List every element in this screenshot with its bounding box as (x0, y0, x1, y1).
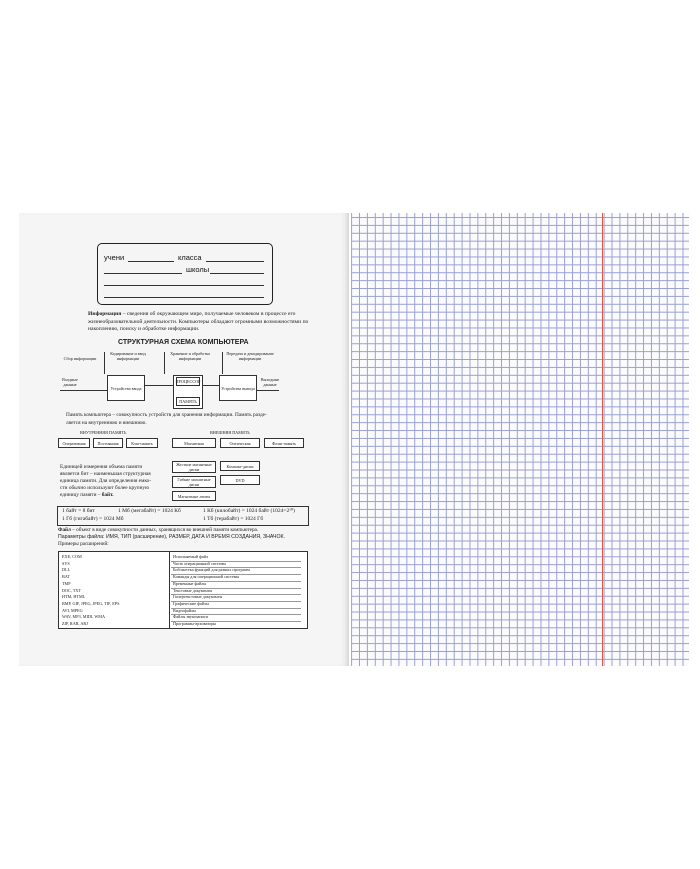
extension-name: BMP, GIF, JPEG, JPEG, TIF, EPS (62, 600, 120, 606)
extra-line-2[interactable] (104, 297, 264, 298)
external-optical-box: Оптическая (220, 438, 260, 448)
extension-description: Временные файлы (173, 580, 207, 586)
extension-description: Текстовые документы (173, 587, 213, 593)
extension-description: Гипертекстовые документы (173, 594, 223, 600)
processor-to-output-arrow (203, 385, 219, 386)
memory-box: ПАМЯТЬ (176, 397, 200, 406)
student-label: учени (104, 253, 125, 262)
extension-description: Файлы звукозаписи (173, 614, 208, 620)
row-separator (171, 574, 301, 575)
school-label: школы (186, 265, 210, 274)
school-line[interactable] (210, 273, 264, 274)
internal-memory-title: ВНУТРЕННЯЯ ПАМЯТЬ (80, 430, 127, 435)
margin-line (602, 213, 603, 666)
extension-name: AVI, MPEG (62, 607, 83, 613)
row-separator (171, 614, 301, 615)
row-separator (171, 581, 301, 582)
extension-name: HTM, HTML (62, 594, 86, 600)
scheme-col-collect: Сбор информации (63, 356, 97, 361)
external-magnetic-box: Магнитная (172, 438, 216, 448)
row-separator (171, 594, 301, 595)
input-to-processor-arrow (145, 385, 173, 386)
external-flash-box: Флэш-память (264, 438, 304, 448)
cd-box: Компакт-диски (220, 461, 260, 471)
input-devices-box: Устройства ввода (107, 375, 145, 401)
hard-disk-box: Жесткие магнитные диски (172, 461, 216, 473)
units-paragraph: Единицей измерения объема памяти является бит – наименьшая структурная единица памяти. Для определения емко- сти обычно используют более крупную единицу памяти – байт. (60, 464, 152, 498)
output-devices-box: Устройства вывода (219, 375, 257, 401)
internal-cache-box: Кэш-память (126, 438, 158, 448)
extension-name: SYS (62, 560, 70, 566)
extension-name: WAV, MP3, MIDI, WMA (62, 614, 106, 620)
floppy-disk-box: Гибкие магнитные диски (172, 476, 216, 488)
class-line[interactable] (206, 261, 264, 262)
extension-name: DLL (62, 567, 71, 573)
dvd-box: DVD (220, 475, 260, 485)
grid-page (351, 213, 689, 666)
extension-name: TMP (62, 580, 71, 586)
row-separator (171, 621, 301, 622)
extension-name: EXE, COM (62, 554, 82, 559)
extension-description: Часть операционной системы (173, 560, 226, 566)
extension-name: ZIP, RAR, ARJ (62, 621, 88, 626)
scheme-title: СТРУКТУРНАЯ СХЕМА КОМПЬЮТЕРА (118, 339, 249, 346)
scheme-col-store: Хранение и обработка информации (170, 351, 210, 361)
row-separator (171, 588, 301, 589)
scheme-col-transfer: Передача и декодирование информации (226, 351, 274, 361)
scheme-col-encode: Кодирование и ввод информации (110, 351, 146, 361)
name-line[interactable] (104, 273, 182, 274)
input-arrow (60, 390, 107, 391)
name-box (97, 243, 273, 305)
file-paragraph: Файл – объект в виде совокупности данных, хранящихся во внешней памяти компьютера. Параметры файла: ИМЯ, ТИП (расширение), РАЗМЕР, ДАТА И ВРЕМЯ СОЗДАНИЯ, ЗНАЧОК. Примеры расширений: (58, 527, 285, 547)
extension-description: Библиотека функций для разных программ (173, 567, 250, 573)
extension-name: DOC, TXT (62, 587, 81, 593)
intro-paragraph: Информация – сведения об окружающем мире, получаемые человеком в процессе его жизнеобразовательной деятельности. Компьютеры обладают огромными возможностями по накоплению, поиску и обработке информации. (88, 311, 309, 333)
column-divider (169, 552, 170, 628)
external-memory-title: ВНЕШНЯЯ ПАМЯТЬ (210, 430, 250, 435)
input-data-label: Входные данные (62, 377, 78, 387)
extension-description: Программы-архиваторы (173, 621, 217, 626)
processor-box: ПРОЦЕССОР (175, 379, 201, 384)
internal-ram-box: Оперативная (58, 438, 90, 448)
extension-description: Исполняемый файл (173, 554, 208, 559)
output-data-label: Выходные данные (260, 377, 280, 387)
extra-line-1[interactable] (104, 285, 264, 286)
extension-description: Графические файлы (173, 600, 209, 606)
intro-term: Информация (88, 311, 122, 317)
extension-name: BAT (62, 574, 70, 580)
memory-paragraph: Память компьютера – совокупность устройств для хранения информации. Память разде- ляется на внутреннюю и внешнюю. (66, 412, 267, 426)
tape-box: Магнитные ленты (172, 491, 216, 501)
class-label: класса (178, 253, 202, 262)
row-separator (171, 601, 301, 602)
extensions-table (58, 551, 308, 629)
output-arrow (257, 390, 279, 391)
student-line[interactable] (128, 261, 174, 262)
internal-rom-box: Постоянная (93, 438, 123, 448)
extension-description: Команды для операционной системы (173, 574, 240, 580)
row-separator (171, 567, 301, 568)
units-formula-box: 1 байт = 8 бит 1 Мб (мегабайт) = 1024 Кб 1 Кб (килобайт) = 1024 байт (1024=2¹⁰) 1 Гб (гигабайт) = 1024 Мб 1 Тб (терабайт) = 1024 Гб (57, 506, 309, 526)
row-separator (171, 608, 301, 609)
extension-description: Видеофайлы (173, 607, 196, 613)
file-term: Файл (58, 527, 71, 533)
row-separator (171, 561, 301, 562)
